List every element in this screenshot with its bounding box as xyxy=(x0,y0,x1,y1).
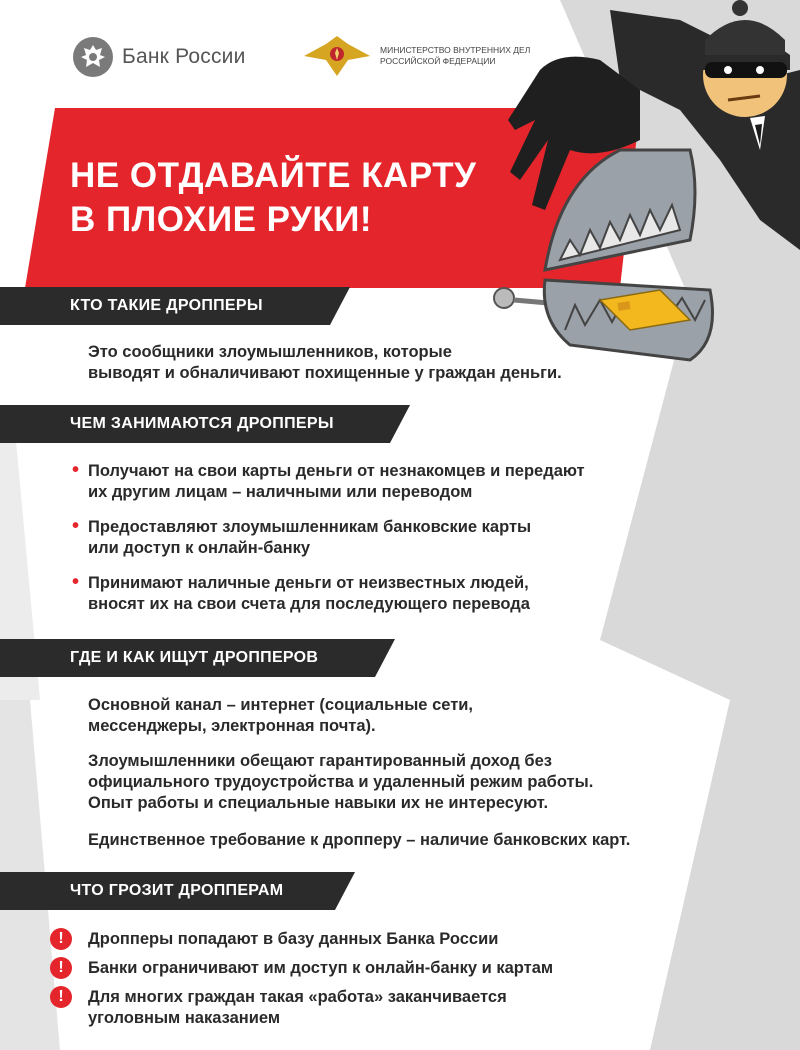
list-item xyxy=(72,571,530,615)
section-header-what xyxy=(0,405,410,443)
who-line-1: Это сообщники злоумышленников, которые xyxy=(88,343,452,361)
list-item xyxy=(58,958,554,979)
bullet-dot-icon: • xyxy=(72,459,80,481)
who-description xyxy=(88,342,562,384)
warning-icon: ! xyxy=(50,986,72,1008)
bullet-dot-icon: • xyxy=(72,571,80,593)
section-heading-threat: ЧТО ГРОЗИТ ДРОППЕРАМ xyxy=(70,882,284,899)
who-line-2: выводят и обналичивают похищенные у граждан деньги. xyxy=(88,364,562,382)
title-line-2: В ПЛОХИЕ РУКИ! xyxy=(70,200,373,239)
where-p1-line-2: мессенджеры, электронная почта). xyxy=(88,717,376,735)
ministry-line-1: МИНИСТЕРСТВО ВНУТРЕННИХ ДЕЛ xyxy=(380,45,531,55)
section-header-where xyxy=(0,639,395,677)
list-item xyxy=(72,459,585,503)
section-header-who xyxy=(0,287,350,325)
where-p2-line-2: официального трудоустройства и удаленный режим работы. xyxy=(88,773,594,791)
ministry-line-2: РОССИЙСКОЙ ФЕДЕРАЦИИ xyxy=(380,56,496,66)
bullet-dot-icon: • xyxy=(72,515,80,537)
section-heading-what: ЧЕМ ЗАНИМАЮТСЯ ДРОППЕРЫ xyxy=(70,415,334,432)
where-p2-line-1: Злоумышленники обещают гарантированный доход без xyxy=(88,752,552,770)
where-p3-line-1: Единственное требование к дропперу – наличие банковских карт. xyxy=(88,831,631,849)
what-item-3-line-2: вносят их на свои счета для последующего перевода xyxy=(88,595,530,613)
where-paragraph-3 xyxy=(88,830,630,851)
where-paragraph-2 xyxy=(88,751,593,814)
where-p2-line-3: Опыт работы и специальные навыки их не интересуют. xyxy=(88,794,549,812)
list-item xyxy=(58,929,499,950)
warning-icon: ! xyxy=(50,928,72,950)
what-item-2-line-2: или доступ к онлайн-банку xyxy=(88,539,311,557)
list-item xyxy=(72,515,532,559)
bank-name: Банк России xyxy=(122,45,246,68)
section-heading-who: КТО ТАКИЕ ДРОППЕРЫ xyxy=(70,297,263,314)
threat-item-2-line-1: Банки ограничивают им доступ к онлайн-банку и картам xyxy=(88,959,554,977)
mvd-emblem-icon xyxy=(304,34,370,78)
bank-eagle-icon xyxy=(72,36,114,78)
threat-item-1-line-1: Дропперы попадают в базу данных Банка России xyxy=(88,930,499,948)
what-item-2-line-1: Предоставляют злоумышленникам банковские карты xyxy=(88,518,532,536)
title-line-1: НЕ ОТДАВАЙТЕ КАРТУ xyxy=(70,156,477,195)
threat-item-3-line-1: Для многих граждан такая «работа» заканчивается xyxy=(88,988,507,1006)
where-p1-line-1: Основной канал – интернет (социальные сети, xyxy=(88,696,474,714)
mvd-logo xyxy=(304,34,550,78)
what-item-1-line-2: их другим лицам – наличными или переводом xyxy=(88,483,473,501)
where-paragraph-1 xyxy=(88,695,473,737)
warning-icon: ! xyxy=(50,957,72,979)
what-item-1-line-1: Получают на свои карты деньги от незнакомцев и передают xyxy=(88,462,585,480)
section-heading-where: ГДЕ И КАК ИЩУТ ДРОППЕРОВ xyxy=(70,649,319,666)
threat-item-3-line-2: уголовным наказанием xyxy=(88,1009,281,1027)
page-title xyxy=(70,154,476,242)
bank-of-russia-logo xyxy=(72,36,246,78)
list-item xyxy=(58,987,507,1029)
what-item-3-line-1: Принимают наличные деньги от неизвестных людей, xyxy=(88,574,529,592)
section-header-threat xyxy=(0,872,355,910)
